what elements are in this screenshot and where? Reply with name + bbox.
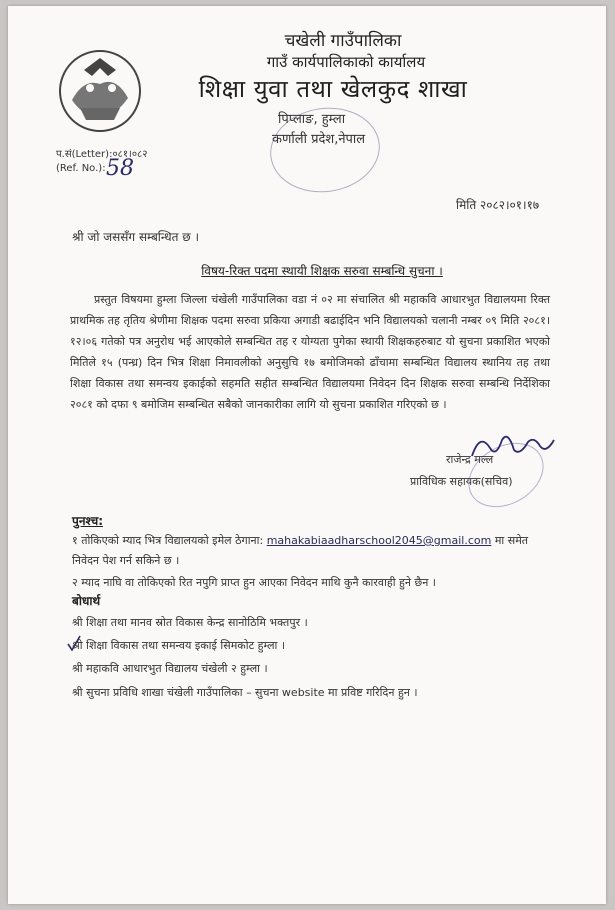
letter-number: प.सं(Letter):०८१।०८२	[56, 149, 148, 160]
cc-heading: बोधार्थ	[72, 594, 101, 608]
ref-number-handwritten: 58	[106, 156, 134, 181]
letter-page	[8, 6, 606, 904]
letter-date: मिति २०८२।०१।१७	[456, 198, 540, 212]
postscript-line-1-prefix: १ तोकिएको म्याद भित्र विद्यालयको इमेल ठेगाना:	[72, 534, 264, 547]
postscript-line-2: २ म्याद नाघि वा तोकिएको रित नपुगि प्राप्त हुन आएका निवेदन माथि कुनै कारवाही हुने छैन ।	[72, 576, 436, 589]
address-line-1: पिप्लाङ, हुम्ला	[278, 112, 346, 127]
cc-item: श्री शिक्षा तथा मानव स्रोत विकास केन्द्र सानोठिमि भक्तपुर ।	[72, 616, 308, 629]
signatory-name: राजेन्द्र मल्ल	[446, 453, 494, 466]
postscript-heading: पुनश्च:	[72, 514, 103, 528]
section-name: शिक्षा युवा तथा खेलकुद शाखा	[198, 75, 468, 103]
address-line-2: कर्णाली प्रदेश,नेपाल	[272, 132, 366, 147]
office-address	[272, 110, 366, 150]
cc-item: श्री सुचना प्रविधि शाखा चंखेली गाउँपालिका – सुचना website मा प्रविष्ट गरिदिन हुन ।	[72, 686, 418, 699]
nepal-emblem-logo	[54, 48, 146, 134]
school-email-link[interactable]: mahakabiaadharschool2045@gmail.com	[266, 534, 492, 547]
cc-item: श्री शिक्षा विकास तथा समन्वय इकाई सिमकोट हुम्ला ।	[72, 639, 286, 652]
salutation: श्री जो जससँग सम्बन्धित छ ।	[72, 230, 200, 244]
postscript-line-1-suffix: मा समेत	[494, 534, 529, 547]
subject-line: विषय-रिक्त पदमा स्थायी शिक्षक सरुवा सम्बन्धि सुचना ।	[201, 264, 443, 278]
letter-body: प्रस्तुत विषयमा हुम्ला जिल्ला चंखेली गाउँपालिका वडा नं ०२ मा संचालित श्री महाकवि आधारभुत विद्यालयमा रिक्त प्राथमिक तह तृतिय श्रेणीमा शिक्षक पदमा सरुवा प्रकिया अगाडी बढाईदिन भनि विद्यालयको चलानी नम्बर ०९ मिति २०८१।१२।०६ गतेको पत्र अनुरोध भई आएकोले सम्बन्धित तह र योग्यता पुगेका स्थायी शिक्षकहरुबाट यो सुचना प्रकाशित भएको मितिले १५ (पन्ध्र) दिन भित्र शिक्षा निमावलीको अनुसुचि १७ बमोजिमको ढाँचामा सम्बन्धित विद्यालय स्थानिय तह तथा शिक्षा विकास तथा समन्वय इकाईको सहमति सहीत सम्बन्धित विद्यालयमा निवेदन दिन शिक्षक सरुवा सम्बन्धि निर्देशिका २०८१ को दफा ९ बमोजिम सम्बन्धित सबैको जानकारीका लागि यो सुचना प्रकाशित गरिएको छ ।	[70, 293, 550, 411]
postscript-line-1-cont: निवेदन पेश गर्न सकिने छ ।	[72, 554, 180, 567]
postscript-line-1	[72, 533, 562, 548]
signatory-title: प्राविधिक सहायक(सचिव)	[410, 475, 513, 488]
office-name: चखेली गाउँपालिका	[284, 31, 402, 51]
office-subtitle: गाउँ कार्यपालिकाको कार्यालय	[266, 53, 426, 71]
cc-item: श्री महाकवि आधारभुत विद्यालय चंखेली २ हुम्ला ।	[72, 662, 268, 675]
ref-label: (Ref. No.):	[56, 163, 106, 174]
